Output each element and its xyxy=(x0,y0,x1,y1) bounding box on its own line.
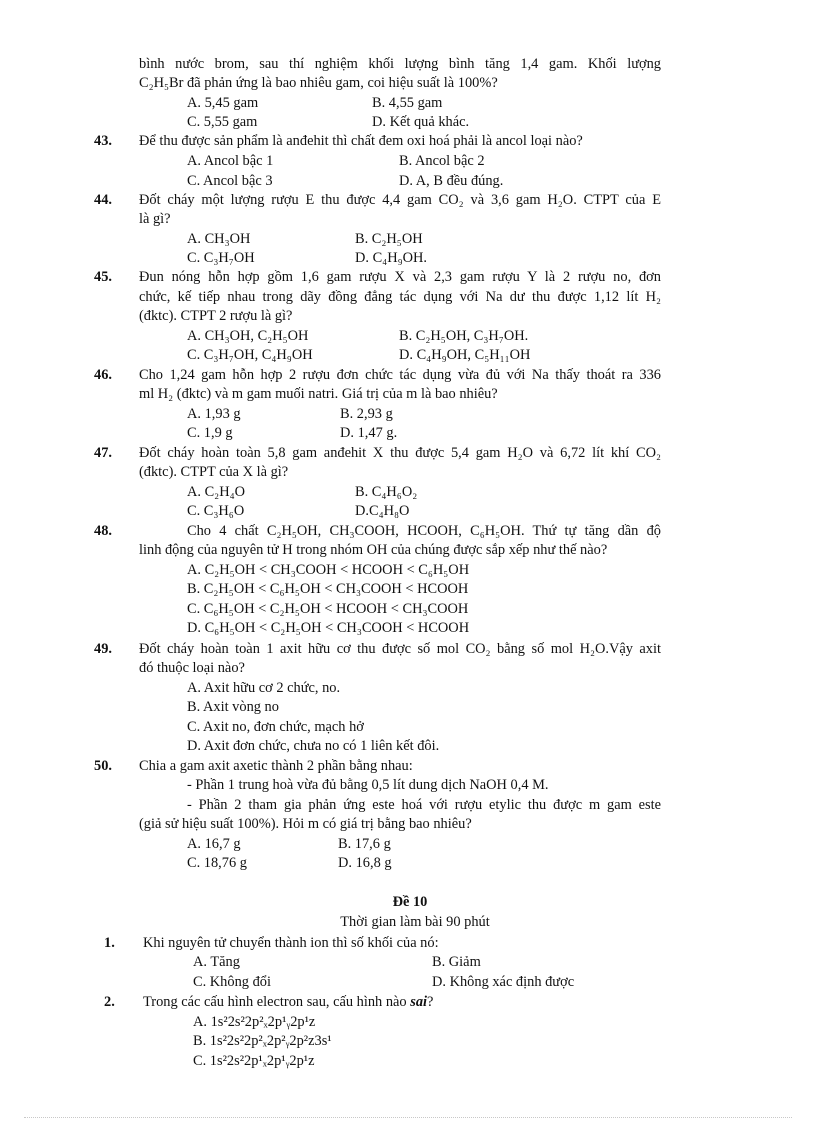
q47-number: 47. xyxy=(94,445,112,461)
q42-option-c: C. 5,55 gam xyxy=(187,114,258,130)
p2-emphasis: sai xyxy=(410,994,428,1010)
q43-option-a: A. Ancol bậc 1 xyxy=(187,153,274,169)
q45-line2: chức, kế tiếp nhau trong dãy đồng đẳng tác dụng với Na dư thu được 1,12 lít H₂ xyxy=(139,289,661,305)
q43-option-b: B. Ancol bậc 2 xyxy=(399,153,485,169)
q48-number: 48. xyxy=(94,523,112,539)
q49-line1: Đốt cháy hoàn toàn 1 axit hữu cơ thu được số mol CO₂ bằng số mol H₂O.Vậy axit xyxy=(139,641,661,657)
q47-line1: Đốt cháy hoàn toàn 5,8 gam anđehit X thu được 5,4 gam H₂O và 6,72 lít khí CO₂ xyxy=(139,445,661,461)
q44-option-c: C. C₃H₇OH xyxy=(187,250,255,266)
p2-option-b: B. 1s²2s²2p²ₓ2p²ᵧ2p²z3s¹ xyxy=(193,1033,332,1049)
q49-number: 49. xyxy=(94,641,112,657)
q47-line2: (đktc). CTPT của X là gì? xyxy=(139,464,289,480)
q50-line1: Chia a gam axit axetic thành 2 phần bằng nhau: xyxy=(139,758,413,774)
q50-option-d: D. 16,8 g xyxy=(338,855,392,871)
q43-option-c: C. Ancol bậc 3 xyxy=(187,173,273,189)
q46-option-a: A. 1,93 g xyxy=(187,406,241,422)
q46-option-c: C. 1,9 g xyxy=(187,425,233,441)
exam-time: Thời gian làm bài 90 phút xyxy=(340,914,490,930)
p2-line1-end: ? xyxy=(427,994,434,1010)
p1-option-a: A. Tăng xyxy=(193,954,240,970)
q48-option-c: C. C₆H₅OH < C₂H₅OH < HCOOH < CH₃COOH xyxy=(187,601,469,617)
exam-title: Đề 10 xyxy=(392,894,428,910)
p2-option-a: A. 1s²2s²2p²ₓ2p¹ᵧ2p¹z xyxy=(193,1014,316,1030)
q47-option-a: A. C₂H₄O xyxy=(187,484,246,500)
q42-option-d: D. Kết quả khác. xyxy=(372,114,470,130)
p2-line1 xyxy=(143,993,433,1011)
q42-option-a: A. 5,45 gam xyxy=(187,95,259,111)
page-bottom-rule xyxy=(24,1117,792,1118)
q46-line1: Cho 1,24 gam hỗn hợp 2 rượu đơn chức tác dụng vừa đủ với Na thấy thoát ra 336 xyxy=(139,367,661,383)
q48-option-d: D. C₆H₅OH < C₂H₅OH < CH₃COOH < HCOOH xyxy=(187,620,470,636)
q49-option-c: C. Axit no, đơn chức, mạch hở xyxy=(187,719,364,735)
q50-option-a: A. 16,7 g xyxy=(187,836,241,852)
p2-line1-text: Trong các cấu hình electron sau, cấu hình nào xyxy=(143,994,411,1010)
q50-option-b: B. 17,6 g xyxy=(338,836,391,852)
q50-number: 50. xyxy=(94,758,112,774)
q45-option-c: C. C₃H₇OH, C₄H₉OH xyxy=(187,347,313,363)
q47-option-c: C. C₃H₆O xyxy=(187,503,245,519)
q50-line3: - Phần 2 tham gia phản ứng este hoá với rượu etylic thu được m gam este xyxy=(187,797,661,813)
q43-line1: Để thu được sản phẩm là anđehit thì chất đem oxi hoá phải là ancol loại nào? xyxy=(139,133,583,149)
p1-number: 1. xyxy=(104,935,115,951)
q44-option-a: A. CH₃OH xyxy=(187,231,251,247)
q43-number: 43. xyxy=(94,133,112,149)
q44-option-d: D. C₄H₉OH. xyxy=(355,250,427,266)
q50-option-c: C. 18,76 g xyxy=(187,855,247,871)
q42-option-b: B. 4,55 gam xyxy=(372,95,443,111)
p2-option-c: C. 1s²2s²2p¹ₓ2p¹ᵧ2p¹z xyxy=(193,1053,315,1069)
q42-line2: C₂H₅Br đã phản ứng là bao nhiêu gam, coi hiệu suất là 100%? xyxy=(139,75,498,91)
q44-number: 44. xyxy=(94,192,112,208)
q48-line1: Cho 4 chất C₂H₅OH, CH₃COOH, HCOOH, C₆H₅OH. Thứ tự tăng dần độ xyxy=(187,523,661,539)
q49-option-a: A. Axit hữu cơ 2 chức, no. xyxy=(187,680,341,696)
q45-line1: Đun nóng hỗn hợp gồm 1,6 gam rượu X và 2,3 gam rượu Y là 2 rượu no, đơn xyxy=(139,269,661,285)
q48-option-b: B. C₂H₅OH < C₆H₅OH < CH₃COOH < HCOOH xyxy=(187,581,469,597)
q46-option-b: B. 2,93 g xyxy=(340,406,393,422)
q45-number: 45. xyxy=(94,269,112,285)
p2-number: 2. xyxy=(104,994,115,1010)
q49-option-b: B. Axit vòng no xyxy=(187,699,279,715)
q44-line1: Đốt cháy một lượng rượu E thu được 4,4 gam CO₂ và 3,6 gam H₂O. CTPT của E xyxy=(139,192,661,208)
q50-line2: - Phần 1 trung hoà vừa đủ bằng 0,5 lít dung dịch NaOH 0,4 M. xyxy=(187,777,549,793)
q49-option-d: D. Axit đơn chức, chưa no có 1 liên kết đôi. xyxy=(187,738,440,754)
p1-option-b: B. Giảm xyxy=(432,954,481,970)
q46-number: 46. xyxy=(94,367,112,383)
q44-line2: là gì? xyxy=(139,211,171,227)
q46-option-d: D. 1,47 g. xyxy=(340,425,398,441)
q46-line2: ml H₂ (đktc) và m gam muối natri. Giá trị của m là bao nhiêu? xyxy=(139,386,498,402)
q48-option-a: A. C₂H₅OH < CH₃COOH < HCOOH < C₆H₅OH xyxy=(187,562,470,578)
q49-line2: đó thuộc loại nào? xyxy=(139,660,245,676)
q45-option-d: D. C₄H₉OH, C₅H₁₁OH xyxy=(399,347,531,363)
q48-line2: linh động của nguyên tử H trong nhóm OH của chúng được sắp xếp như thế nào? xyxy=(139,542,608,558)
q42-line1: bình nước brom, sau thí nghiệm khối lượng bình tăng 1,4 gam. Khối lượng xyxy=(139,56,661,72)
q47-option-b: B. C₄H₆O₂ xyxy=(355,484,418,500)
q45-option-b: B. C₂H₅OH, C₃H₇OH. xyxy=(399,328,529,344)
p1-line1: Khi nguyên tử chuyển thành ion thì số khối của nó: xyxy=(143,935,439,951)
q44-option-b: B. C₂H₅OH xyxy=(355,231,423,247)
q47-option-d: D.C₄H₈O xyxy=(355,503,410,519)
q43-option-d: D. A, B đều đúng. xyxy=(399,173,504,189)
p1-option-d: D. Không xác định được xyxy=(432,974,575,990)
q50-line4: (giả sử hiệu suất 100%). Hỏi m có giá trị bằng bao nhiêu? xyxy=(139,816,472,832)
q45-line3: (đktc). CTPT 2 rượu là gì? xyxy=(139,308,293,324)
p1-option-c: C. Không đổi xyxy=(193,974,271,990)
q45-option-a: A. CH₃OH, C₂H₅OH xyxy=(187,328,309,344)
